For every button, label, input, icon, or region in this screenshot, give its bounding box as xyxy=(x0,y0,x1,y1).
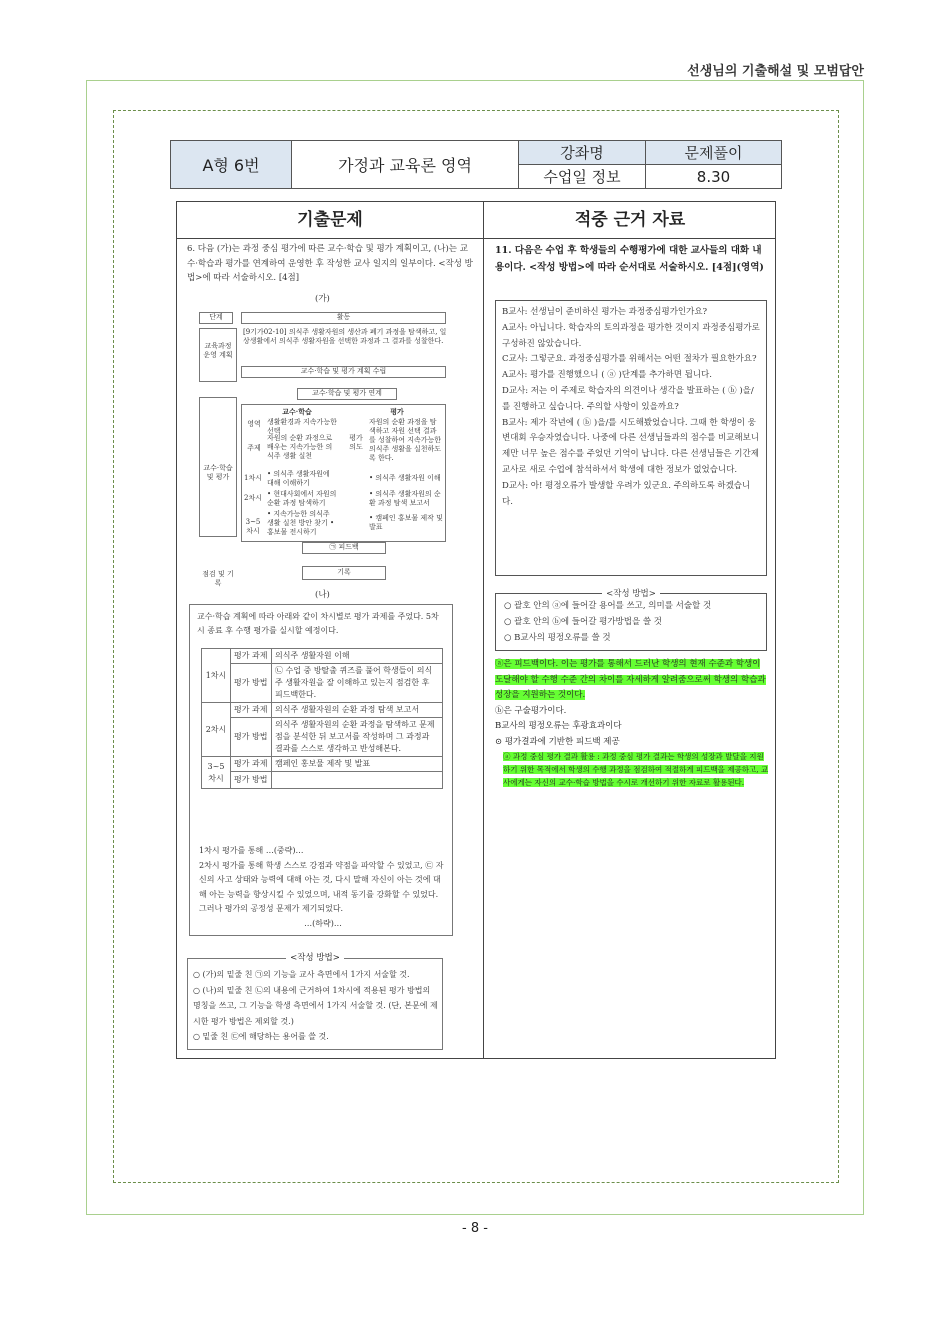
page-header xyxy=(0,0,950,80)
right-question: 11. 다음은 수업 후 학생들의 수행평가에 대한 교사들의 대화 내용이다. <작성 방법>에 따라 순서대로 서술하시오. [4점](영역) xyxy=(495,245,764,273)
header-title: 선생님의 기출해설 및 모범답안 xyxy=(687,64,864,79)
diagram-area-text: 생활환경과 지속가능한 선택 xyxy=(267,418,337,435)
na-body-line-2: 2차시 평가를 통해 학생 스스로 강점과 약점을 파악할 수 있었고, ㉢ 자신의 사고 상태와 능력에 대해 아는 것, 다시 말해 자신이 아는 것에 대해 아는 능력을 향상시킬 수 있었으며, 내적 동기를 강화할 수 있었다. 그러나 평가의 공정성 문제가 제기되었다. xyxy=(199,860,444,913)
info-date-value: 8.30 xyxy=(646,165,782,189)
right-method-3: ○ B교사의 평정오류를 쓸 것 xyxy=(504,633,611,643)
label-na: (나) xyxy=(315,590,330,600)
right-method-1: ○ 괄호 안의 ⓐ에 들어갈 용어를 쓰고, 의미를 서술할 것 xyxy=(504,601,712,611)
answer-highlight-1: ⓐ은 피드백이다. 이는 평가를 통해서 드러난 학생의 현재 수준과 학생이 도달해야 할 수행 수준 간의 차이를 자세하게 알려줌으로써 학생의 학습과 성장을 지원하는 것이다. xyxy=(495,659,766,700)
na-body xyxy=(199,844,447,931)
info-lecture-label: 강좌명 xyxy=(519,141,646,165)
na-s1-task-label: 평가 과제 xyxy=(231,649,272,664)
diagram-topic-label: 주제 xyxy=(247,444,261,452)
diagram-s3-eval: • 캠페인 홍보물 제작 및 발표 xyxy=(369,514,443,531)
left-method-2: ○ (나)의 밑줄 친 ㉡의 내용에 근거하여 1차시에 적용된 평가 방법의 명칭을 쓰고, 그 기능을 학생 측면에서 1가지 서술할 것. (단, 본문에 제시한 평가 방법은 제외할 것.) xyxy=(193,985,438,1026)
right-method-box xyxy=(495,589,767,651)
na-s2: 2차시 xyxy=(202,703,231,757)
na-s1-task: 의식주 생활자원 이해 xyxy=(272,649,443,664)
na-s2-method-label: 평가 방법 xyxy=(231,718,272,757)
diagram-s3-text: • 지속가능한 의식주 생활 실천 방안 찾기 • 홍보물 전시하기 xyxy=(267,510,335,536)
dialogue-line-5: D교사: 저는 이 주제로 학습자의 의견이나 생각을 발표하는 ( ⓑ )을/를 진행하고 싶습니다. 주의할 사항이 있을까요? xyxy=(502,385,754,412)
diagram-col-activity: 활동 xyxy=(336,313,351,321)
diagram-teach-stage: 교수·학습 및 평가 xyxy=(203,464,233,481)
na-s2-method: 의식주 생활자원의 순환 과정을 탐색하고 문제점을 분석한 뒤 보고서를 작성하며 그 과정과 결과를 스스로 생각하고 반성해본다. xyxy=(272,718,443,757)
info-table xyxy=(170,140,782,189)
left-heading: 기출문제 xyxy=(297,210,363,230)
na-s3: 3~5 차시 xyxy=(202,757,231,789)
info-type: A형 6번 xyxy=(171,141,292,189)
heading-divider xyxy=(177,238,775,239)
diagram-s1: 1차시 xyxy=(244,474,262,482)
na-s1-method-label: 평가 방법 xyxy=(231,664,272,703)
answer-4: ⊙ 평가결과에 기반한 피드백 제공 xyxy=(495,736,620,747)
info-date-label: 수업일 정보 xyxy=(519,165,646,189)
diagram-plan-text: [9기가02-10] 의식주 생활자원의 생산과 폐기 과정을 탐색하고, 일상생활에서 의식주 생활자원을 선택한 과정과 그 결과를 성찰한다. xyxy=(243,328,447,345)
left-method-title: <작성 방법> xyxy=(286,953,344,963)
info-area: 가정과 교육론 영역 xyxy=(292,141,519,189)
dialogue-box xyxy=(495,300,767,576)
right-heading: 적중 근거 자료 xyxy=(574,210,686,230)
diagram-s2: 2차시 xyxy=(244,494,262,502)
diagram-step2: 교수·학습 및 평가 연계 xyxy=(312,389,382,397)
diagram-plan-stage: 교육과정 운영 계획 xyxy=(203,342,233,359)
left-question: 6. 다음 (가)는 과정 중심 평가에 따른 교수·학습 및 평가 계획이고, (나)는 교수·학습과 평가를 연계하여 운영한 후 작성한 교사 일지의 일부이다. <작성 방법>에 따라 서술하시오. [4점] xyxy=(187,244,473,283)
diagram-topic-text: 자원의 순환 과정으로 배우는 지속가능한 의식주 생활 실천 xyxy=(267,434,333,460)
diagram-intent-label: 평가 의도 xyxy=(349,434,363,451)
na-body-line-1: 1차시 평가를 통해 …(중략)… xyxy=(199,846,304,855)
page-number: - 8 - xyxy=(462,1221,488,1236)
answer-3: B교사의 평정오류는 후광효과이다 xyxy=(495,721,622,731)
na-s1-method: ㉡ 수업 중 방탈출 퀴즈를 풀어 학생들이 의식주 생활자원을 잘 이해하고 있는지 점검한 후 피드백한다. xyxy=(272,664,443,703)
diagram-record-stage: 점검 및 기록 xyxy=(202,570,234,587)
dialogue-line-7: D교사: 아! 평정오류가 발생할 우려가 있군요. 주의하도록 하겠습니다. xyxy=(502,480,751,507)
diagram-intent-text: 자원의 순환 과정을 탐색하고 자원 선택 결과를 성찰하여 지속가능한 의식주 생활을 실천하도록 한다. xyxy=(369,418,442,462)
left-method-1: ○ (가)의 밑줄 친 ㉠의 기능을 교사 측면에서 1가지 서술할 것. xyxy=(193,970,410,979)
diagram-step1: 교수·학습 및 평가 계획 수립 xyxy=(300,367,387,375)
na-s3-method-label: 평가 방법 xyxy=(231,772,272,789)
diagram-s3: 3~5차시 xyxy=(245,518,261,535)
diagram-area-label: 영역 xyxy=(247,420,261,428)
dialogue-line-1: B교사: 선생님이 준비하신 평가는 과정중심평가인가요? xyxy=(502,307,708,317)
label-ga: (가) xyxy=(315,294,330,304)
right-method-2: ○ 괄호 안의 ⓑ에 들어갈 평가방법을 쓸 것 xyxy=(504,617,662,627)
na-s3-method xyxy=(272,772,443,789)
diagram-s1-text: • 의식주 생활자원에 대해 이해하기 xyxy=(267,470,330,487)
diagram-s1-eval: • 의식주 생활자원 이해 xyxy=(369,474,441,482)
left-method-3: ○ 밑줄 친 ㉢에 해당하는 용어를 쓸 것. xyxy=(193,1032,329,1041)
na-intro: 교수·학습 계획에 따라 아래와 같이 차시별로 평가 과제를 주었다. 5차시 종료 후 수행 평가를 실시할 예정이다. xyxy=(197,612,439,635)
na-body-line-3: …(하략)… xyxy=(304,918,342,928)
na-table xyxy=(201,648,443,789)
info-lecture-value: 문제풀이 xyxy=(646,141,782,165)
na-s2-task: 의식주 생활자원의 순환 과정 탐색 보고서 xyxy=(272,703,443,718)
column-divider xyxy=(483,202,484,1058)
answer-highlight-2: ⓐ 과정 중심 평가 결과 활용 : 과정 중심 평가 결과는 학생의 성장과 발달을 지원하기 위한 목적에서 학생의 수행 과정을 점검하여 적절하게 피드백을 제공하고, 교사에게는 자신의 교수·학습 방법을 수시로 개선하기 위한 자료로 활용된다. xyxy=(503,752,769,787)
na-s2-task-label: 평가 과제 xyxy=(231,703,272,718)
diagram-s2-eval: • 의식주 생활자원의 순환 과정 탐색 보고서 xyxy=(369,490,441,507)
main-box xyxy=(176,201,776,1059)
na-s3-task-label: 평가 과제 xyxy=(231,757,272,772)
diagram-col-stage: 단계 xyxy=(209,313,223,321)
dialogue-line-2: A교사: 아닙니다. 학습자의 토의과정을 평가한 것이지 과정중심평가로 구성하진 않았습니다. xyxy=(502,322,760,349)
diagram-s2-text: • 현대사회에서 자원의 순환 과정 탐색하기 xyxy=(267,490,337,507)
right-method-title: <작성 방법> xyxy=(602,589,660,599)
diagram-record: 기록 xyxy=(337,568,351,576)
na-s1: 1차시 xyxy=(202,649,231,703)
na-s3-task: 캠페인 홍보물 제작 및 발표 xyxy=(272,757,443,772)
dialogue-line-4: A교사: 평가를 진행했으니 ( ⓐ )단계를 추가하면 됩니다. xyxy=(502,370,712,381)
dialogue-line-3: C교사: 그렇군요. 과정중심평가를 위해서는 어떤 절차가 필요한가요? xyxy=(502,354,757,365)
dialogue-line-6: B교사: 제가 작년에 ( ⓑ )을/를 시도해봤었습니다. 그때 한 학생이 웅변대회 우승자였습니다. 나중에 다른 선생님들과의 점수를 비교해보니 제만 너무 높은 점수를 주었던 기억이 납니다. 다른 선생님들은 기간제교사로 새로 수업에 참석하셔서 학생에 대한 정보가 없었습니다. xyxy=(502,417,760,475)
answer-2: ⓑ은 구술평가이다. xyxy=(495,705,567,716)
left-method-box xyxy=(187,953,443,1050)
diagram-eval-head: 평가 xyxy=(390,407,404,416)
diagram-teach-head: 교수·학습 xyxy=(282,407,312,416)
answer-area xyxy=(495,657,770,789)
diagram-feedback: ㉠ 피드백 xyxy=(329,543,359,551)
